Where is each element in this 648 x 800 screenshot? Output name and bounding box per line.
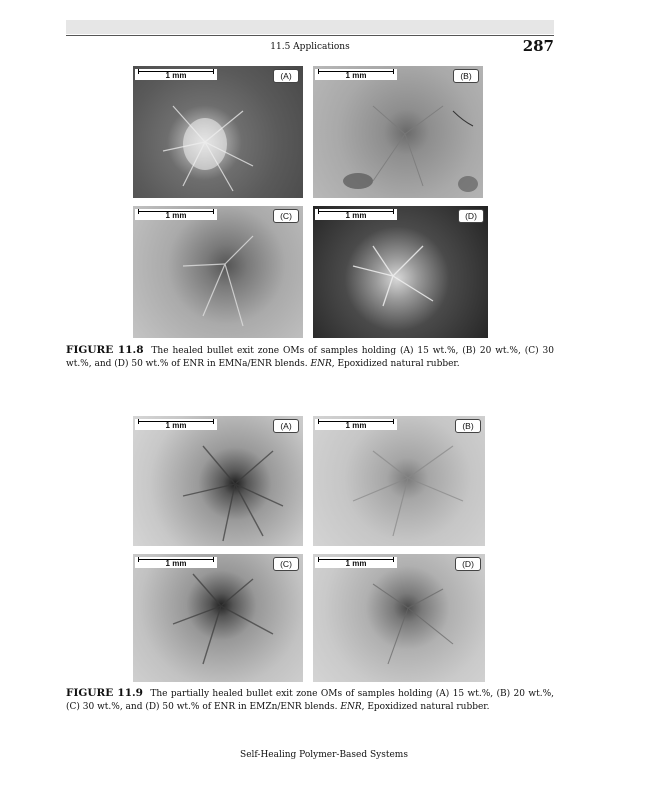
scale-bar: 1 mm	[135, 69, 217, 80]
figure-11-9-caption	[66, 687, 554, 714]
figure-number: FIGURE 11.9	[66, 687, 143, 699]
caption-abbreviation: ENR	[340, 702, 362, 712]
caption-abbreviation-definition: , Epoxidized natural rubber.	[331, 359, 460, 369]
crater-micrograph	[313, 206, 488, 338]
scale-bar: 1 mm	[315, 69, 397, 80]
scale-bar: 1 mm	[135, 419, 217, 430]
panel-label: (C)	[273, 209, 299, 223]
caption-abbreviation: ENR	[310, 359, 332, 369]
book-title-footer: Self-Healing Polymer-Based Systems	[240, 750, 408, 760]
figure-11-9-panel-d	[313, 554, 485, 682]
panel-label: (B)	[455, 419, 481, 433]
scale-bar: 1 mm	[135, 557, 217, 568]
figure-11-8-panel-c	[133, 206, 303, 338]
figure-11-9-panel-b	[313, 416, 485, 546]
scale-bar: 1 mm	[315, 209, 397, 220]
page-number: 287	[522, 37, 554, 55]
figure-11-9-panel-c	[133, 554, 303, 682]
panel-label: (C)	[273, 557, 299, 571]
crater-micrograph	[133, 416, 303, 546]
scale-bar: 1 mm	[135, 209, 217, 220]
panel-label: (D)	[458, 209, 484, 223]
crater-micrograph	[313, 554, 485, 682]
top-gray-band	[66, 20, 554, 34]
figure-11-8-panel-a	[133, 66, 303, 198]
figure-11-8-panel-b	[313, 66, 483, 198]
scale-bar: 1 mm	[315, 557, 397, 568]
panel-label: (B)	[453, 69, 479, 83]
caption-text: The partially healed bullet exit zone OMs of samples holding (A) 15 wt.%, (B) 20 wt.%, (C) 30 wt.%, and (D) 50 wt.% of ENR in EMZn/ENR blends.	[66, 689, 554, 712]
scale-bar: 1 mm	[315, 419, 397, 430]
panel-label: (D)	[455, 557, 481, 571]
caption-abbreviation-definition: , Epoxidized natural rubber.	[361, 702, 490, 712]
running-head	[66, 35, 554, 54]
panel-label: (A)	[273, 69, 299, 83]
panel-label: (A)	[273, 419, 299, 433]
crater-micrograph	[313, 416, 485, 546]
crater-micrograph	[133, 206, 303, 338]
caption-text: The healed bullet exit zone OMs of samples holding (A) 15 wt.%, (B) 20 wt.%, (C) 30 wt.%, and (D) 50 wt.% of ENR in EMNa/ENR blends.	[66, 346, 554, 369]
crater-micrograph	[313, 66, 483, 198]
figure-11-9-panel-a	[133, 416, 303, 546]
section-title: 11.5 Applications	[270, 42, 350, 52]
figure-number: FIGURE 11.8	[66, 344, 144, 356]
figure-11-8-caption	[66, 344, 554, 371]
crater-micrograph	[133, 554, 303, 682]
figure-11-8-panel-d	[313, 206, 488, 338]
crater-micrograph	[133, 66, 303, 198]
